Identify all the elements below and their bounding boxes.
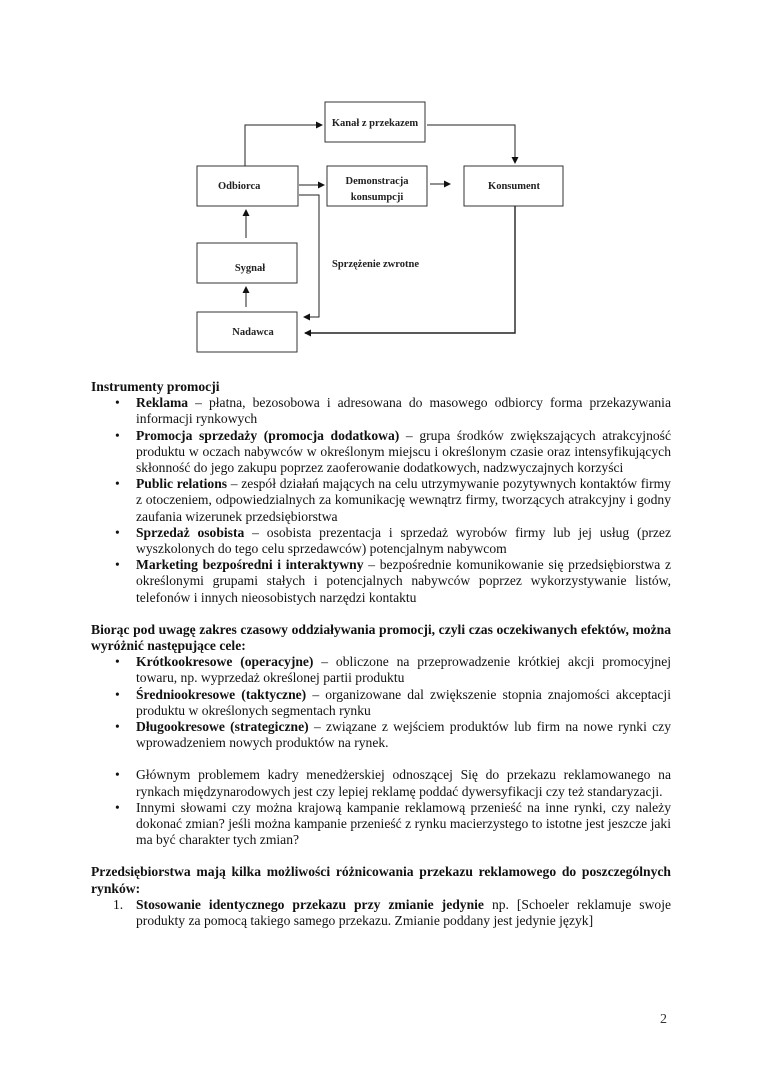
- heading-instruments: Instrumenty promocji: [91, 379, 220, 394]
- list-item: • Innymi słowami czy można krajową kampanie reklamową przenieść na inne rynki, czy należy dokonać zmian? jeśli można kampanie przenieść z rynku macierzystego to istotne jest jeszcze jaki ma być charakter tych zmian?: [115, 799, 671, 848]
- edge-kanal-konsument: [427, 125, 515, 163]
- list-item: • Głównym problemem kadry menedżerskiej odnoszącej Się do przekazu reklamowanego na rynkach międzynarodowych jest czy lepiej reklamę poddać dywersyfikacji czy też standaryzacji.: [115, 767, 671, 799]
- problems-list: [91, 767, 671, 848]
- label-demonstracja-1: Demonstracja: [345, 176, 409, 187]
- label-kanal: Kanał z przekazem: [331, 118, 419, 129]
- edge-odbiorca-kanal: [245, 125, 322, 166]
- bullet-icon: •: [115, 524, 120, 540]
- bullet-icon: •: [115, 654, 120, 670]
- label-nadawca: Nadawca: [232, 327, 274, 338]
- list-number: 1.: [113, 896, 124, 912]
- label-demonstracja-2: konsumpcji: [350, 192, 404, 203]
- bullet-icon: •: [115, 476, 120, 492]
- differentiation-intro: Przedsiębiorstwa mają kilka możliwości różnicowania przekazu reklamowego do poszczególnych rynków:: [91, 864, 671, 896]
- edge-feedback: [299, 195, 319, 317]
- bullet-icon: •: [115, 427, 120, 443]
- list-item: • Marketing bezpośredni i interaktywny – bezpośrednie komunikowanie się przedsiębiorstwa z określonymi grupami stałych i potencjalnych nabywców poprzez wykorzystywanie listów, telefonów i innych nieosobistych narzędzi kontaktu: [115, 557, 671, 605]
- spacer: [91, 848, 671, 864]
- spacer: [91, 751, 671, 767]
- bullet-icon: •: [115, 799, 120, 815]
- document-body: [91, 379, 671, 929]
- list-item: • Public relations – zespół działań mających na celu utrzymywanie pozytywnych kontaktów firmy z otoczeniem, odpowiedzialnych za komunikację wewnątrz firmy, tworzących atrakcyjny i godny zaufania wizerunek przedsiębiorstwa: [115, 476, 671, 524]
- list-item: • Sprzedaż osobista – osobista prezentacja i sprzedaż wyrobów firmy lub jej usług (przez wyszkolonych do tego celu sprzedawców) potencjalnym nabywcom: [115, 524, 671, 557]
- list-item: • Długookresowe (strategiczne) – związane z wejściem produktów lub firm na nowe rynki czy wprowadzeniem nowych produktów na rynek.: [115, 719, 671, 751]
- page-number: 2: [660, 1012, 667, 1027]
- spacer: [91, 606, 671, 622]
- bullet-icon: •: [115, 557, 120, 573]
- list-item: • Średniookresowe (taktyczne) – organizowane dal zwiększenie stopnia znajomości akceptacji produktu w określonych segmentach rynku: [115, 686, 671, 718]
- label-feedback: Sprzężenie zwrotne: [332, 259, 419, 270]
- goals-list: [91, 654, 671, 751]
- instruments-list: [91, 395, 671, 606]
- list-item: • Reklama – płatna, bezosobowa i adresowana do masowego odbiorcy forma przekazywania informacji rynkowych: [115, 395, 671, 427]
- bullet-icon: •: [115, 686, 120, 702]
- label-odbiorca: Odbiorca: [218, 181, 261, 192]
- goals-intro: Biorąc pod uwagę zakres czasowy oddziaływania promocji, czyli czas oczekiwanych efektów, można wyróżnić następujące cele:: [91, 621, 671, 654]
- bullet-icon: •: [115, 395, 120, 411]
- bullet-icon: •: [115, 767, 120, 783]
- label-konsument: Konsument: [488, 181, 540, 192]
- bullet-icon: •: [115, 719, 120, 735]
- label-sygnal: Sygnał: [234, 263, 266, 274]
- list-item: • Promocja sprzedaży (promocja dodatkowa) – grupa środków zwiększających atrakcyjność produktu w oczach nabywców w określonym miejscu i określonym czasie oraz intensyfikujących skłonność do jego zakupu poprzez zaoferowanie dodatkowych, nadzwyczajnych korzyści: [115, 427, 671, 476]
- communication-diagram: [0, 0, 760, 370]
- differentiation-list: [91, 897, 671, 929]
- list-item: 1. Stosowanie identycznego przekazu przy zmianie jedynie np. [Schoeler reklamuje swoje produkty za pomocą takiego samego przekazu. Zmianie poddany jest jedynie język]: [113, 896, 672, 929]
- list-item: • Krótkookresowe (operacyjne) – obliczone na przeprowadzenie krótkiej akcji promocyjnej towaru, np. wyprzedaż określonej partii produktu: [115, 654, 671, 686]
